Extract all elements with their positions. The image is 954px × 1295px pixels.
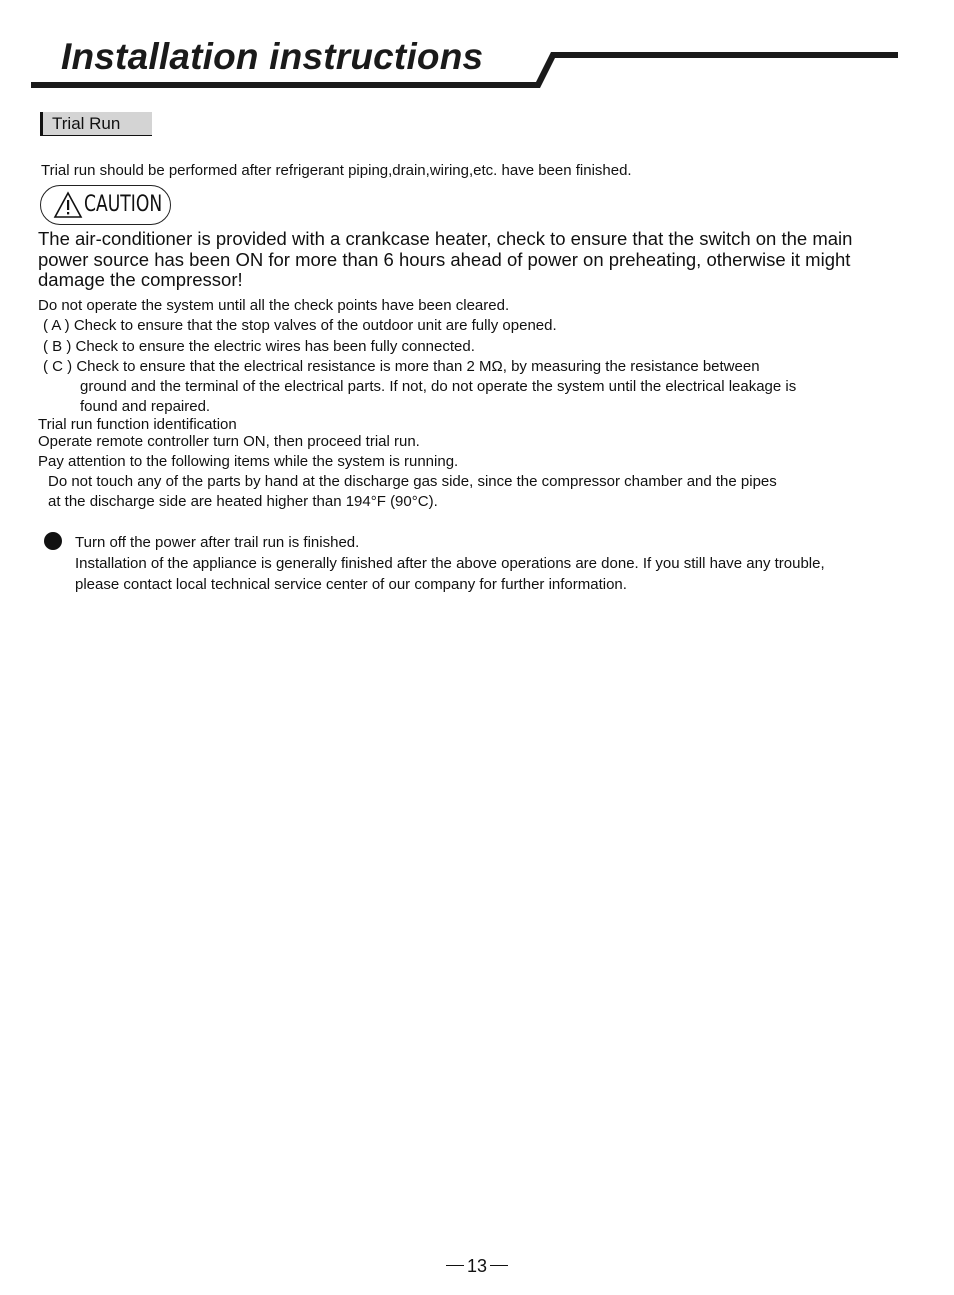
caution-text-line: power source has been ON for more than 6 hours ahead of power on preheating, otherwise it might [38, 249, 851, 270]
hot-parts-warning: Do not touch any of the parts by hand at the discharge gas side, since the compressor chamber and the pipes [48, 473, 777, 490]
final-note-line: Turn off the power after trail run is finished. [75, 534, 360, 551]
hot-parts-warning: at the discharge side are heated higher than 194°F (90°C). [48, 493, 438, 510]
dash-right [490, 1265, 508, 1266]
check-item-c-cont: ground and the terminal of the electrical parts. If not, do not operate the system until the electrical leakage is [80, 378, 797, 395]
caution-label: CAUTION [84, 192, 163, 217]
trial-function-line: Pay attention to the following items while the system is running. [38, 453, 459, 470]
warning-triangle-icon [53, 191, 83, 219]
intro-text: Trial run should be performed after refrigerant piping,drain,wiring,etc. have been finished. [41, 162, 632, 179]
page-number-value: 13 [466, 1256, 488, 1276]
section-tab-trial-run: Trial Run [40, 112, 152, 136]
check-item-c-cont: found and repaired. [80, 398, 211, 415]
final-note-line: please contact local technical service center of our company for further information. [75, 576, 627, 593]
check-item-c: ( C ) Check to ensure that the electrical resistance is more than 2 MΩ, by measuring the resistance between [43, 358, 760, 375]
bullet-icon [44, 532, 62, 550]
dash-left [446, 1265, 464, 1266]
page-title: Installation instructions [61, 36, 484, 77]
trial-function-heading: Trial run function identification [38, 416, 237, 433]
check-item-a: ( A ) Check to ensure that the stop valves of the outdoor unit are fully opened. [43, 317, 557, 334]
caution-text-line: damage the compressor! [38, 269, 243, 290]
caution-text-line: The air-conditioner is provided with a crankcase heater, check to ensure that the switch on the main [38, 228, 853, 249]
caution-badge [40, 185, 171, 225]
check-item-b: ( B ) Check to ensure the electric wires has been fully connected. [43, 338, 475, 355]
trial-function-line: Operate remote controller turn ON, then proceed trial run. [38, 433, 420, 450]
final-note-line: Installation of the appliance is generally finished after the above operations are done. If you still have any trouble, [75, 555, 825, 572]
page-number [0, 1255, 954, 1277]
checks-intro: Do not operate the system until all the check points have been cleared. [38, 297, 510, 314]
